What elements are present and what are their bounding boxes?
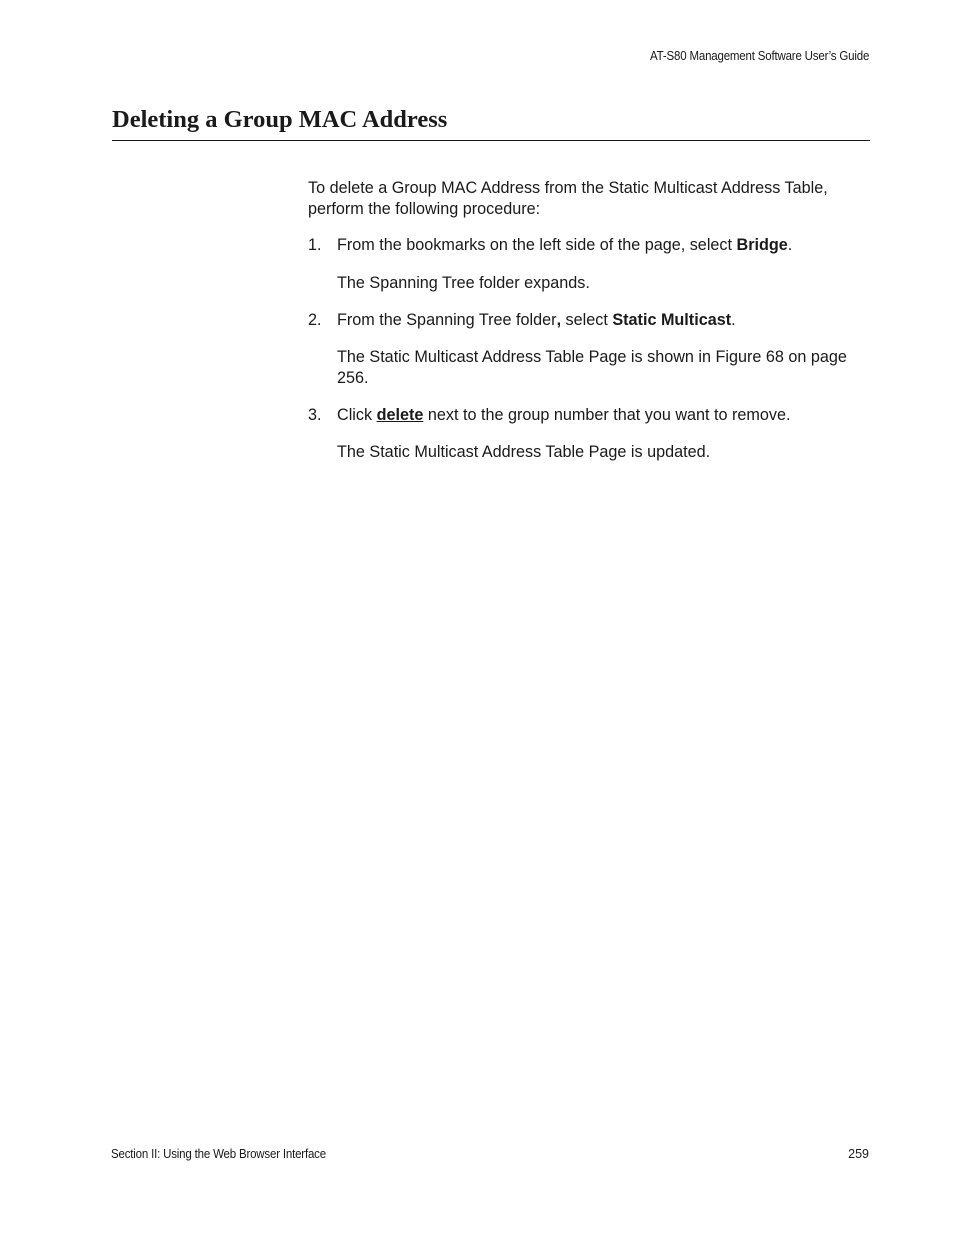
step-1-text: From the bookmarks on the left side of the page, select	[337, 236, 737, 254]
step-1-emphasis: Bridge	[736, 236, 788, 254]
step-2-text-middle: select	[561, 311, 613, 329]
step-3	[308, 405, 873, 426]
delete-link[interactable]: delete	[376, 406, 424, 424]
step-1	[308, 235, 873, 256]
page-number: 259	[848, 1147, 869, 1161]
intro-paragraph: To delete a Group MAC Address from the Static Multicast Address Table, perform the following procedure:	[308, 179, 828, 218]
step-2-number: 2.	[308, 311, 322, 329]
step-3-text: Click	[337, 406, 377, 424]
step-2	[308, 310, 873, 331]
step-2-emphasis: Static Multicast	[612, 311, 732, 329]
title-rule	[112, 140, 870, 141]
section-title: Deleting a Group MAC Address	[112, 106, 448, 133]
step-1-punct: .	[787, 236, 793, 254]
footer-section-label: Section II: Using the Web Browser Interface	[111, 1147, 326, 1161]
step-3-text-after: next to the group number that you want to remove.	[423, 406, 791, 424]
step-2-punct: .	[731, 311, 736, 329]
step-2-result: The Static Multicast Address Table Page is shown in Figure 68 on page 256.	[337, 348, 847, 387]
step-3-number: 3.	[308, 406, 322, 424]
step-3-result: The Static Multicast Address Table Page is updated.	[337, 443, 711, 461]
running-header: AT-S80 Management Software User’s Guide	[649, 49, 869, 63]
step-1-number: 1.	[308, 236, 322, 254]
step-2-text: From the Spanning Tree folder	[337, 311, 557, 329]
step-2-comma: ,	[556, 311, 562, 329]
step-1-result: The Spanning Tree folder expands.	[337, 274, 590, 292]
